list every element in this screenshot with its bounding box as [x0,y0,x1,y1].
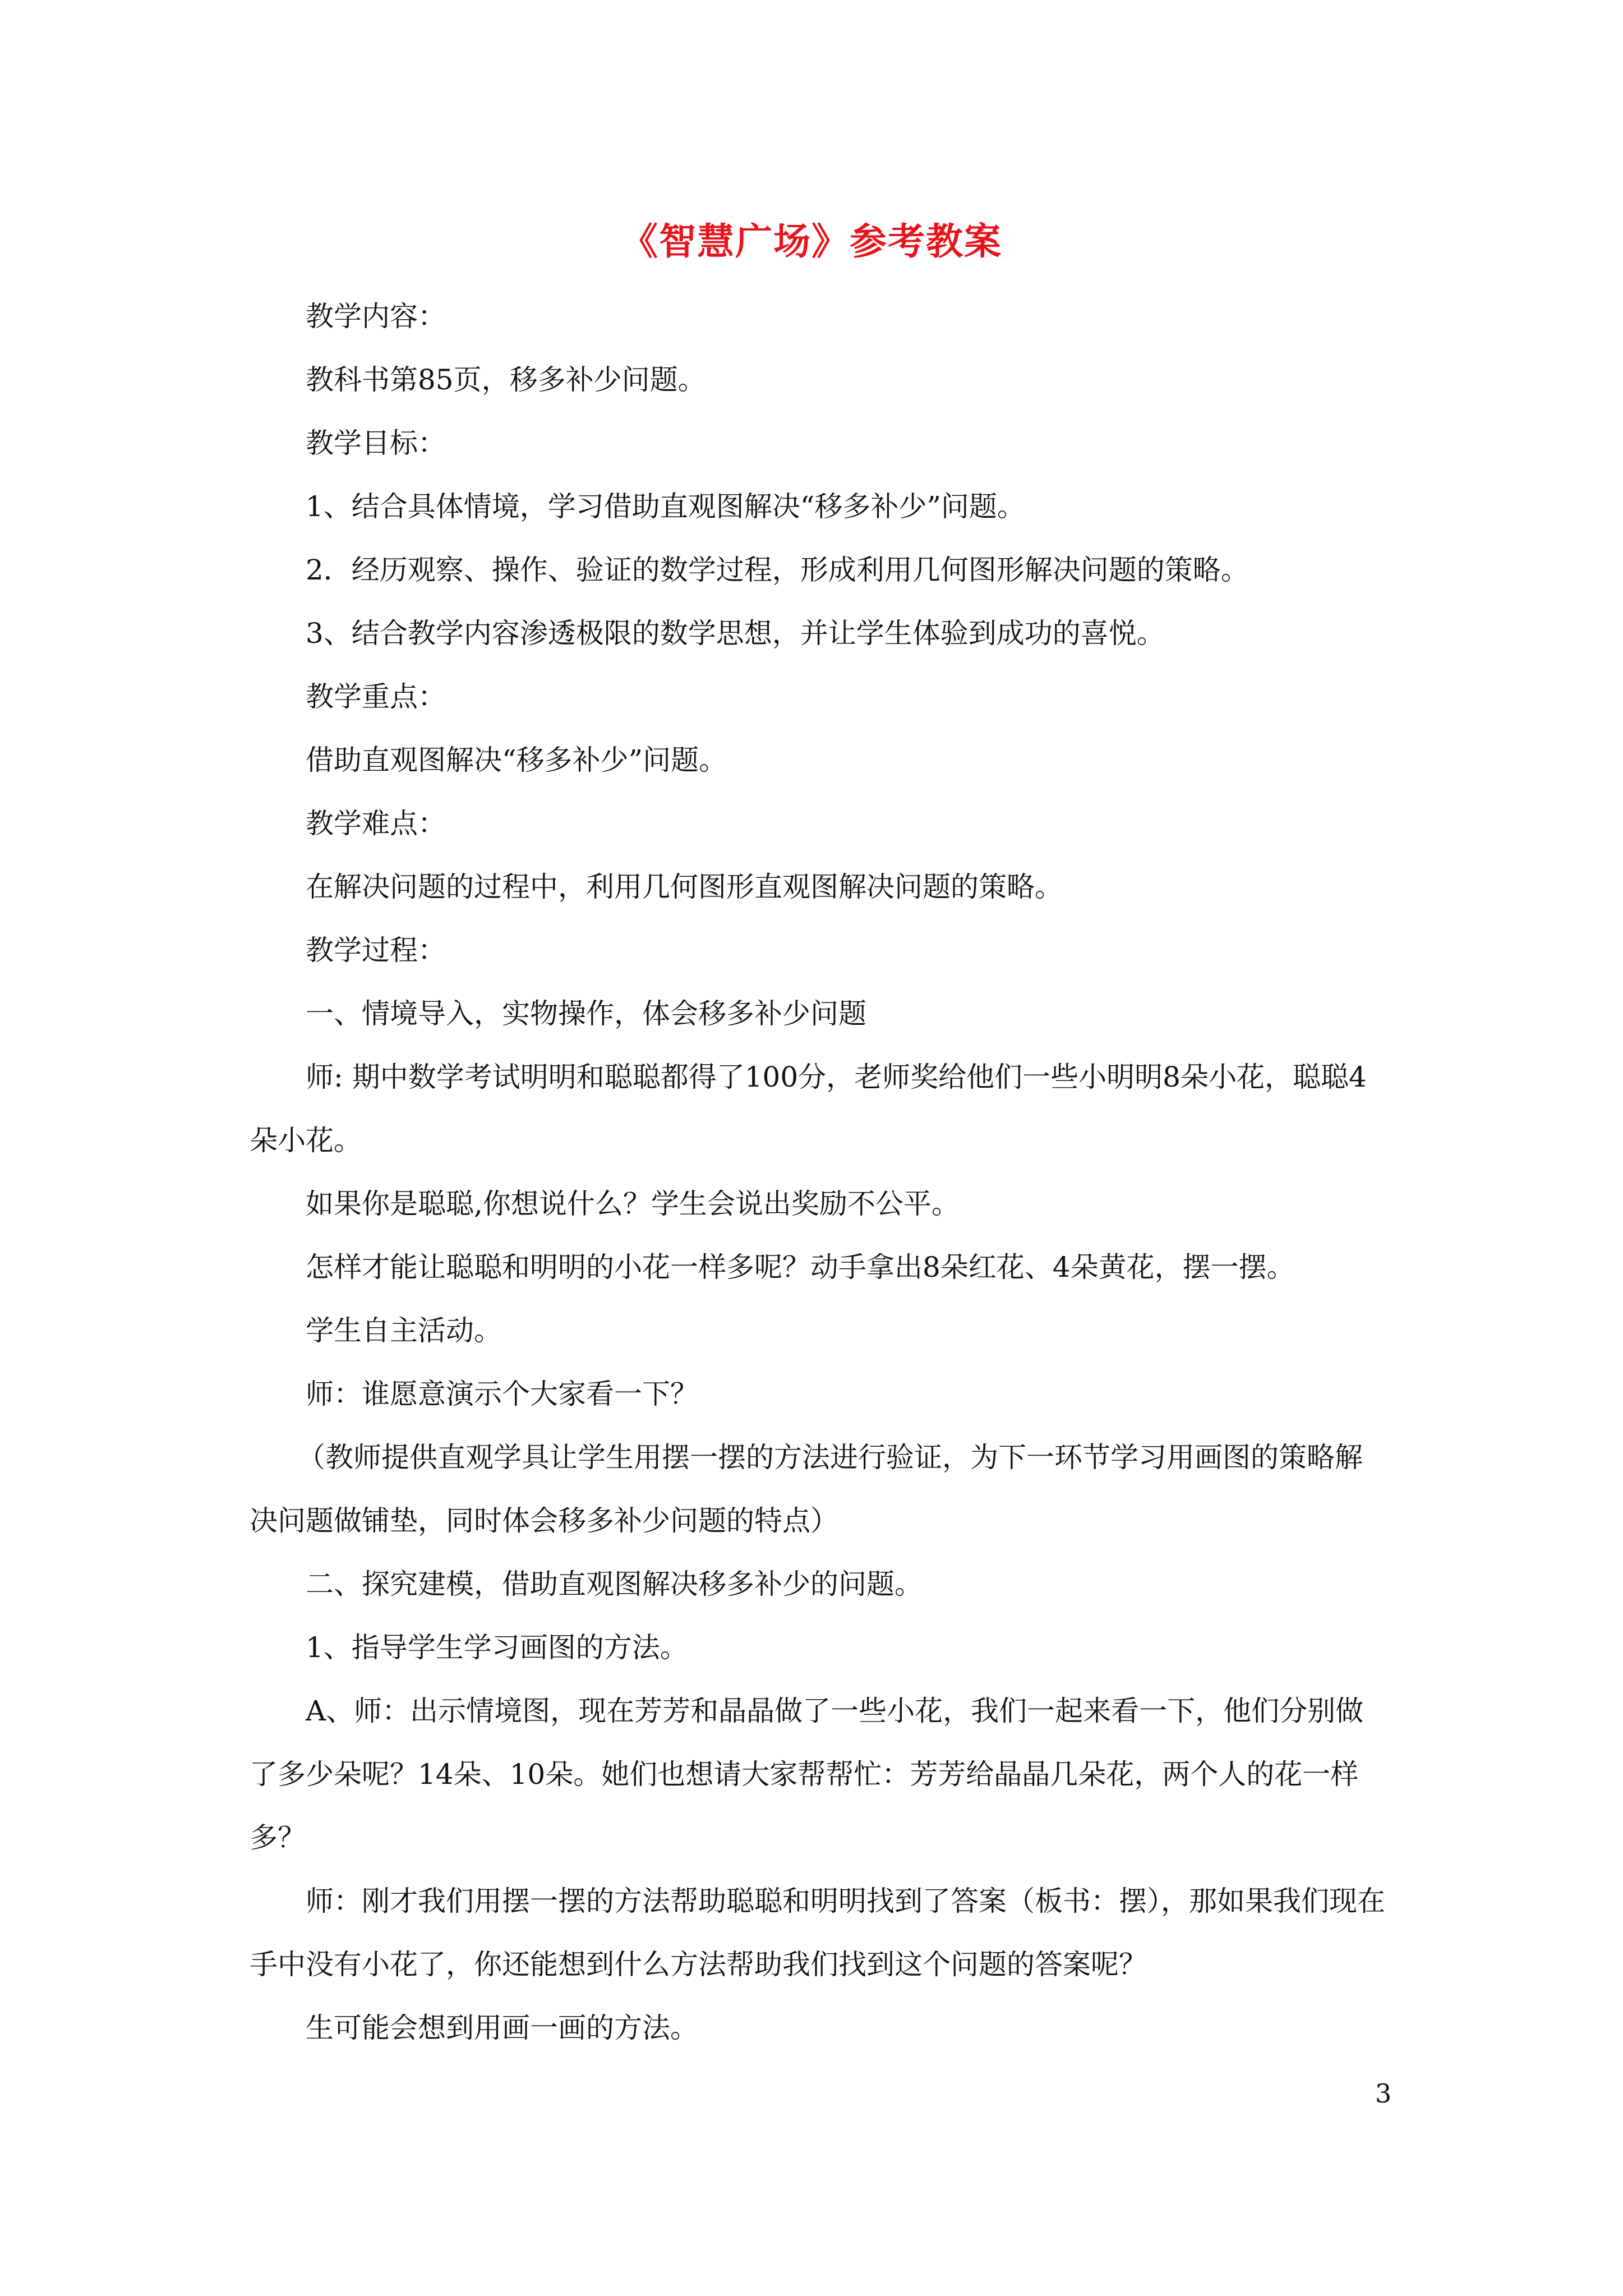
paragraph: 教学内容： [306,300,446,333]
paragraph: 师：谁愿意演示个大家看一下？ [306,1378,698,1410]
paragraph: 生可能会想到用画一画的方法。 [306,2012,698,2044]
paragraph: 教学重点： [306,680,446,713]
paragraph: 借助直观图解决“移多补少”问题。 [306,744,727,776]
document-body [250,285,1388,2060]
paragraph: 学生自主活动。 [306,1314,502,1347]
paragraph: 二、探究建模，借助直观图解决移多补少的问题。 [306,1568,923,1600]
paragraph: 师: 期中数学考试明明和聪聪都得了100分，老师奖给他们一些小明明8朵小花，聪聪4朵小花。 [250,1061,1367,1157]
document-title: 《智慧广场》参考教案 [621,219,1002,263]
paragraph: 怎样才能让聪聪和明明的小花一样多呢？动手拿出8朵红花、4朵黄花，摆一摆。 [306,1251,1295,1283]
paragraph: 1、指导学生学习画图的方法。 [306,1631,688,1664]
paragraph: 教学难点： [306,807,446,840]
paragraph: 教学过程： [306,934,446,967]
paragraph: 2．经历观察、操作、验证的数学过程，形成利用几何图形解决问题的策略。 [306,554,1249,586]
paragraph: （教师提供直观学具让学生用摆一摆的方法进行验证，为下一环节学习用画图的策略解决问题做铺垫，同时体会移多补少问题的特点） [250,1441,1363,1537]
paragraph: 教科书第85页，移多补少问题。 [306,364,706,396]
paragraph: 师：刚才我们用摆一摆的方法帮助聪聪和明明找到了答案（板书：摆），那如果我们现在手中没有小花了，你还能想到什么方法帮助我们找到这个问题的答案呢？ [250,1885,1385,1981]
page-number: 3 [1375,2078,1392,2109]
paragraph: 在解决问题的过程中，利用几何图形直观图解决问题的策略。 [306,871,1063,903]
paragraph: 教学目标： [306,427,446,459]
paragraph: 一、情境导入，实物操作，体会移多补少问题 [306,997,866,1030]
paragraph: 1、结合具体情境，学习借助直观图解决“移多补少”问题。 [306,490,1025,523]
paragraph: 3、结合教学内容渗透极限的数学思想，并让学生体验到成功的喜悦。 [306,617,1165,650]
paragraph: 如果你是聪聪,你想说什么？学生会说出奖励不公平。 [306,1188,960,1220]
paragraph: A、师：出示情境图，现在芳芳和晶晶做了一些小花，我们一起来看一下，他们分别做了多少朵呢？14朵、10朵。她们也想请大家帮帮忙：芳芳给晶晶几朵花，两个人的花一样多？ [250,1695,1364,1854]
